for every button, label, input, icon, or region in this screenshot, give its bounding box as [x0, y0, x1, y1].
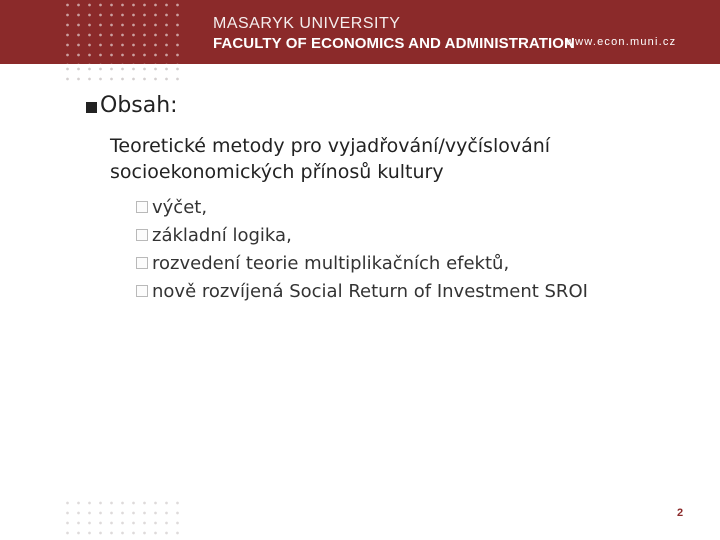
list-item: [136, 221, 696, 249]
list-item-text: nově rozvíjená Social Return of Investment SROI: [152, 280, 588, 302]
box-bullet-icon: [136, 257, 148, 269]
intro-paragraph: [110, 133, 670, 185]
logo-pattern: [62, 0, 186, 64]
slide-heading: Obsah:: [100, 93, 178, 118]
sub-bullet-list: [136, 193, 696, 305]
faculty-name: FACULTY OF ECONOMICS AND ADMINISTRATION: [213, 35, 575, 52]
pattern-continuation: [62, 64, 186, 82]
university-name: MASARYK UNIVERSITY: [213, 15, 401, 32]
header-banner: [0, 0, 720, 64]
list-item: [136, 193, 696, 221]
list-item-text: základní logika,: [152, 224, 292, 246]
paragraph-line-2: socioekonomických přínosů kultury: [110, 161, 444, 183]
list-item: [136, 277, 696, 305]
list-item-text: výčet,: [152, 196, 208, 218]
list-item-text: rozvedení teorie multiplikačních efektů,: [152, 252, 510, 274]
square-bullet-icon: [86, 102, 97, 113]
page-number: 2: [677, 507, 684, 519]
paragraph-line-1: Teoretické metody pro vyjadřování/vyčíslování: [110, 135, 551, 157]
box-bullet-icon: [136, 285, 148, 297]
footer-pattern: [62, 498, 186, 540]
box-bullet-icon: [136, 201, 148, 213]
website-url: www.econ.muni.cz: [566, 36, 677, 48]
heading-row: [86, 93, 178, 118]
list-item: [136, 249, 696, 277]
box-bullet-icon: [136, 229, 148, 241]
